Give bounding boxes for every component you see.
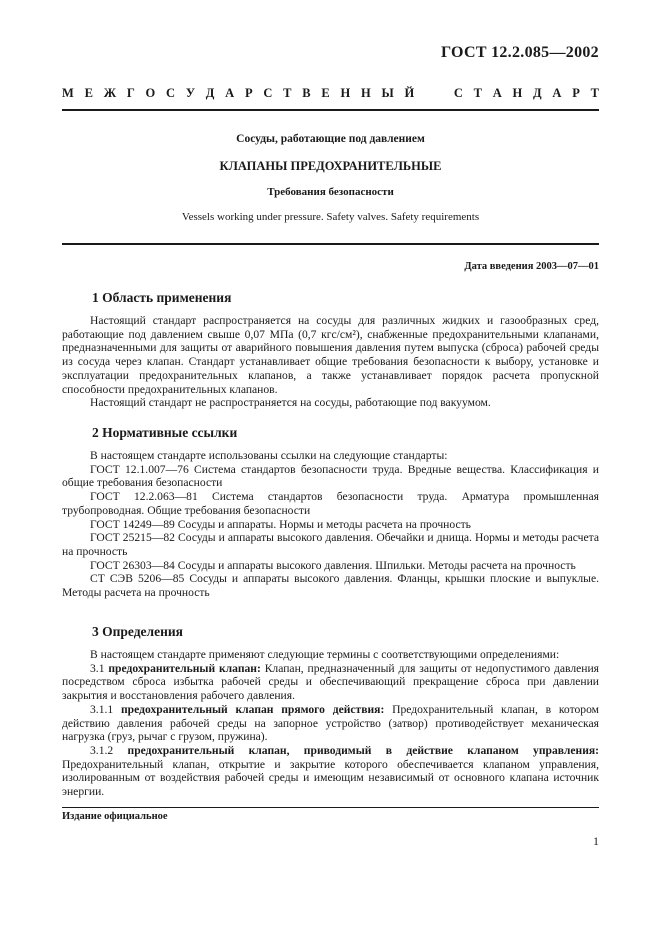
title-divider <box>62 243 599 245</box>
banner-letter: Г <box>126 86 135 100</box>
banner-letter: Н <box>361 86 371 100</box>
banner-letter: А <box>552 86 562 100</box>
banner-letter: Д <box>533 86 542 100</box>
banner-letter: Ы <box>381 86 394 100</box>
banner-letter: Ж <box>103 86 117 100</box>
banner-letter: Р <box>572 86 580 100</box>
section-1-heading: 1 Область применения <box>92 290 232 305</box>
banner-word-gap <box>425 86 443 101</box>
banner-letter: Т <box>283 86 292 100</box>
paragraph: В настоящем стандарте использованы ссылки на следующие стандарты: <box>90 449 448 462</box>
section-3-heading: 3 Определения <box>92 624 183 639</box>
definition-item <box>62 703 599 744</box>
definition-item <box>62 744 599 799</box>
banner-letter: Н <box>340 86 351 100</box>
footer-divider <box>62 807 599 808</box>
banner-letter: М <box>62 86 74 100</box>
definition-text: Предохранительный клапан, открытие и закрытие которого обеспечивается клапаном управления, изолированным от воздействия рабочей среды и имеющим независимый от основного клапана источник энергии. <box>62 757 599 799</box>
section-2-body <box>62 449 599 600</box>
interstate-standard-banner <box>62 86 599 101</box>
section-1-body <box>62 314 599 410</box>
document-subtitle: Сосуды, работающие под давлением <box>236 133 425 145</box>
paragraph: Настоящий стандарт не распространяется на сосуды, работающие под вакуумом. <box>90 396 491 410</box>
banner-letter: Т <box>590 86 599 100</box>
document-requirements-subtitle: Требования безопасности <box>267 186 394 198</box>
reference-item: ГОСТ 12.2.063—81 Система стандартов безопасности труда. Арматура промышленная трубопроводная. Общие требования безопасности <box>62 490 599 517</box>
header-divider <box>62 109 599 111</box>
definition-number: 3.1.2 <box>90 743 114 757</box>
section-3-body <box>62 648 599 799</box>
banner-letter: Т <box>473 86 482 100</box>
reference-item: СТ СЭВ 5206—85 Сосуды и аппараты высокого давления. Фланцы, крышки плоские и выпуклые. Методы расчета на прочность <box>62 572 599 600</box>
standard-code: ГОСТ 12.2.085—2002 <box>440 44 599 61</box>
definition-number: 3.1 <box>90 661 105 675</box>
official-edition-label: Издание официальное <box>62 811 168 822</box>
banner-letter: Й <box>404 86 415 100</box>
definition-term: предохранительный клапан: <box>108 661 261 675</box>
section-2-heading: 2 Нормативные ссылки <box>92 425 238 440</box>
reference-item: ГОСТ 26303—84 Сосуды и аппараты высокого давления. Шпильки. Методы расчета на прочность <box>90 558 576 572</box>
reference-item: ГОСТ 14249—89 Сосуды и аппараты. Нормы и методы расчета на прочность <box>90 517 471 531</box>
definition-number: 3.1.1 <box>90 702 114 716</box>
definition-term: предохранительный клапан, приводимый в действие клапаном управления: <box>127 743 600 757</box>
definition-term: предохранительный клапан прямого действия: <box>120 702 385 716</box>
banner-letter: Н <box>512 86 523 100</box>
definition-text: Предохранительный клапан, в котором действию давления рабочей среды на запорное устройство (затвор) противодействует механическая нагрузка (груз, рычаг с грузом, пружина). <box>62 702 599 744</box>
reference-item: ГОСТ 12.1.007—76 Система стандартов безопасности труда. Вредные вещества. Классификация и общие требования безопасности <box>62 462 599 490</box>
banner-letter: Е <box>84 86 93 100</box>
english-title: Vessels working under pressure. Safety valves. Safety requirements <box>181 211 480 223</box>
banner-letter: Е <box>321 86 330 100</box>
banner-letter: С <box>453 86 463 100</box>
banner-letter: Р <box>244 86 253 100</box>
banner-letter: О <box>145 86 156 100</box>
banner-letter: А <box>492 86 502 100</box>
banner-letter: Д <box>205 86 215 100</box>
banner-letter: С <box>166 86 176 100</box>
paragraph: Настоящий стандарт распространяется на сосуды для различных жидких и газообразных сред, работающие под давлением свыше 0,07 МПа (0,7 кгс/см²), снабженные предохранительными клапанами, предназначенными для защиты от аварийного повышения давления путем выпуска (сброса) рабочей среды из сосуда через клапан. Стандарт устанавливает общие требования безопасности к выбору, установке и эксплуатации предохранительных клапанов, а также устанавливает порядок расчета пропускной способности предохранительных клапанов. <box>62 314 599 396</box>
banner-letter: А <box>225 86 235 100</box>
banner-letter: В <box>302 86 311 100</box>
reference-item: ГОСТ 25215—82 Сосуды и аппараты высокого давления. Обечайки и днища. Нормы и методы расчета на прочность <box>62 531 599 558</box>
introduction-date: Дата введения 2003—07—01 <box>464 261 599 272</box>
definition-text: Клапан, предназначенный для защиты от недопустимого давления посредством сброса избытка рабочей среды и обеспечивающий прекращение сброса при давлении закрытия и восстановления рабочего давления. <box>62 661 600 703</box>
definition-item <box>62 662 599 703</box>
banner-letter: С <box>263 86 273 100</box>
document-title: КЛАПАНЫ ПРЕДОХРАНИТЕЛЬНЫЕ <box>219 159 442 173</box>
banner-letter: У <box>185 86 196 100</box>
paragraph: В настоящем стандарте применяют следующие термины с соответствующими определениями: <box>90 648 560 661</box>
page-number: 1 <box>593 834 599 848</box>
